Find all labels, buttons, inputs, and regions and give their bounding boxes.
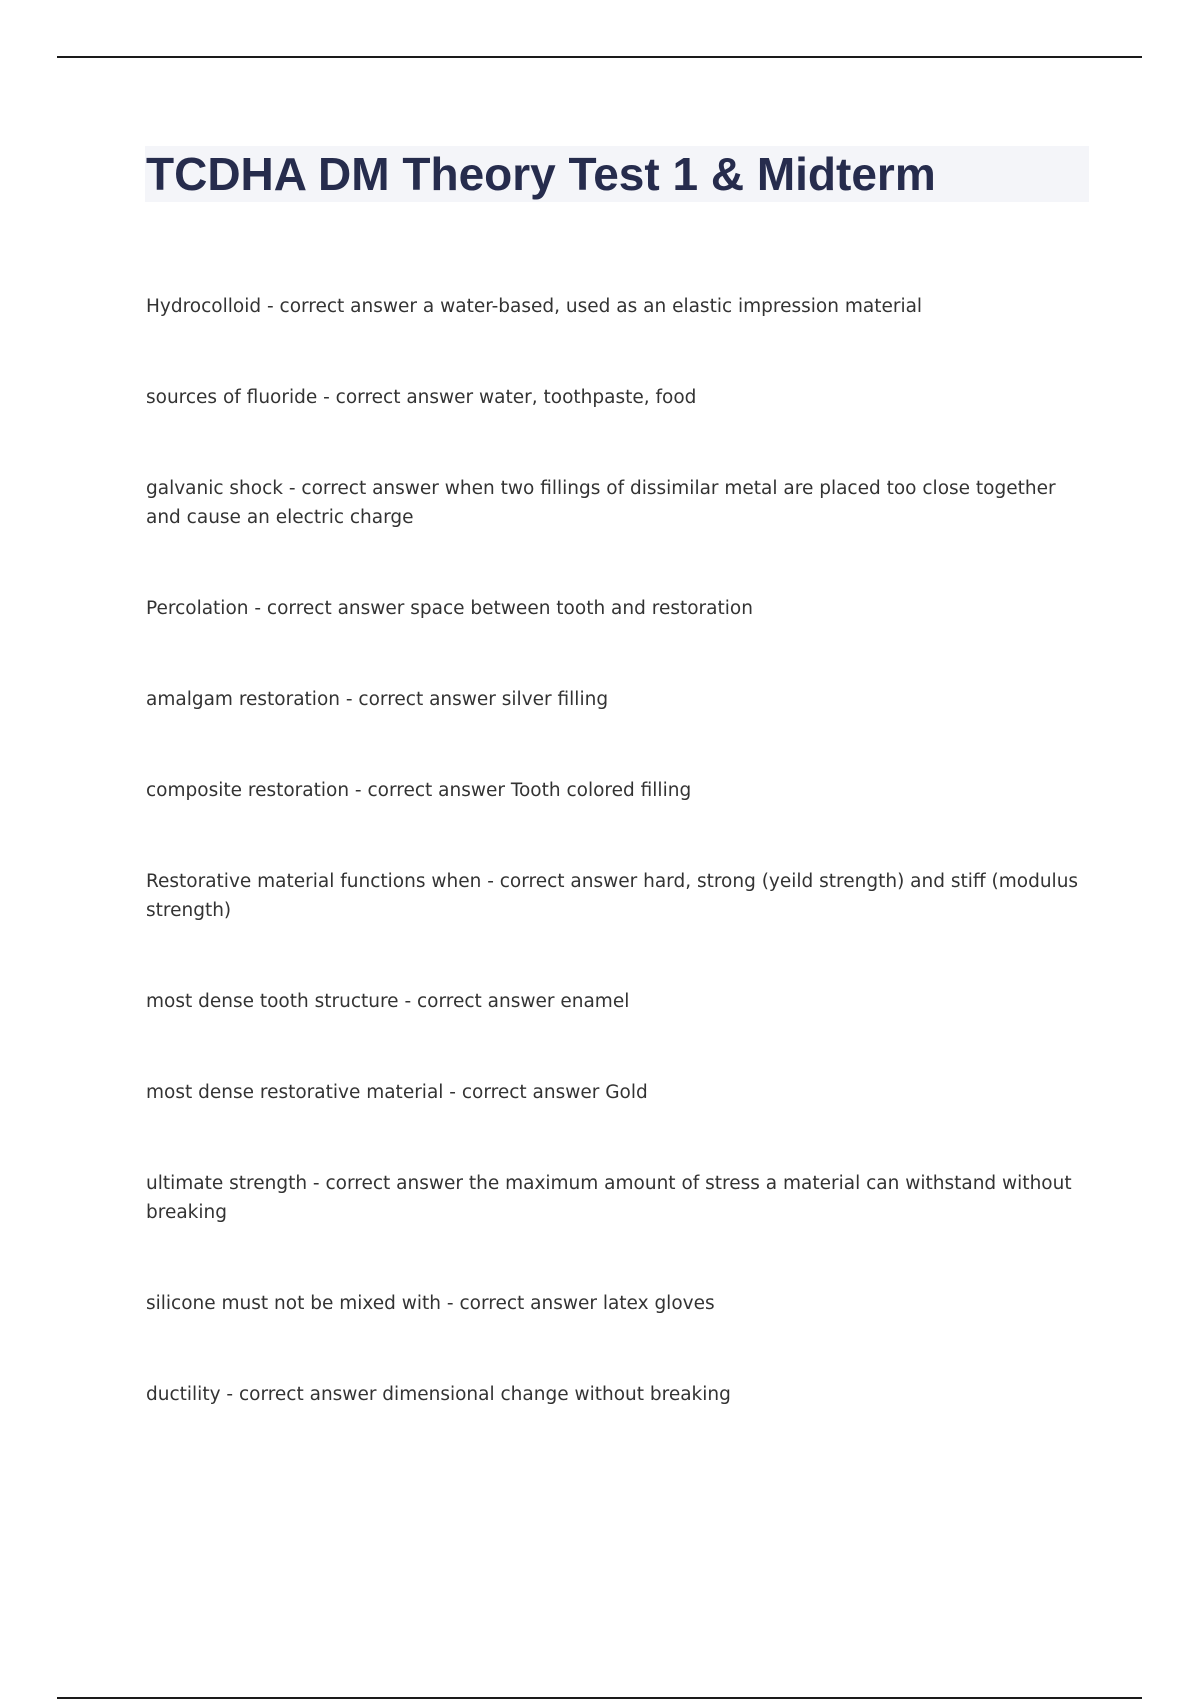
top-divider [57,56,1142,58]
list-item: Hydrocolloid - correct answer a water-based, used as an elastic impression material [146,296,923,317]
list-item: Percolation - correct answer space between tooth and restoration [146,598,753,619]
list-item: silicone must not be mixed with - correct answer latex gloves [146,1293,715,1314]
list-item: ductility - correct answer dimensional change without breaking [146,1384,731,1405]
bottom-divider [57,1697,1142,1699]
flashcard-list [146,292,1086,1471]
list-item: most dense tooth structure - correct answer enamel [146,991,630,1012]
list-item: ultimate strength - correct answer the maximum amount of stress a material can withstand without breaking [146,1173,1072,1223]
list-item: composite restoration - correct answer Tooth colored filling [146,780,692,801]
list-item: most dense restorative material - correct answer Gold [146,1082,648,1103]
document-title: TCDHA DM Theory Test 1 & Midterm [146,148,936,200]
list-item: sources of fluoride - correct answer water, toothpaste, food [146,387,697,408]
list-item: galvanic shock - correct answer when two fillings of dissimilar metal are placed too close together and cause an electric charge [146,478,1056,528]
list-item: amalgam restoration - correct answer silver filling [146,689,609,710]
list-item: Restorative material functions when - correct answer hard, strong (yeild strength) and stiff (modulus strength) [146,871,1079,921]
